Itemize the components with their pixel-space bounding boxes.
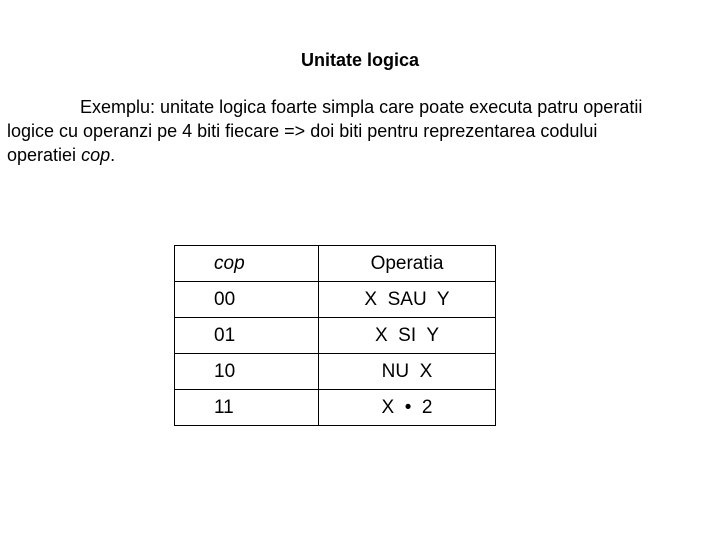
header-operatia: Operatia <box>319 246 496 282</box>
operation-cell: NU X <box>319 354 496 390</box>
paragraph-line-2: logice cu operanzi pe 4 biti fiecare => doi biti pentru reprezentarea codului <box>7 121 598 141</box>
operation-cell: X SAU Y <box>319 282 496 318</box>
operation-cell: X SI Y <box>319 318 496 354</box>
table-row <box>175 282 496 318</box>
operations-table <box>174 245 496 426</box>
paragraph-line-1: Exemplu: unitate logica foarte simpla care poate executa patru operatii <box>80 97 643 117</box>
table-row <box>175 390 496 426</box>
cop-cell: 00 <box>175 282 319 318</box>
cop-cell: 01 <box>175 318 319 354</box>
paragraph-line-3-prefix: operatiei <box>7 145 82 165</box>
table-row <box>175 318 496 354</box>
cop-cell: 11 <box>175 390 319 426</box>
header-cop: cop <box>175 246 319 282</box>
page-title: Unitate logica <box>300 50 420 70</box>
paragraph-line-3-suffix: . <box>110 145 116 165</box>
description-paragraph <box>7 95 712 167</box>
paragraph-line-3-italic: cop <box>81 145 111 165</box>
paragraph-line-3 <box>7 143 712 167</box>
operation-cell: X • 2 <box>319 390 496 426</box>
table-row <box>175 354 496 390</box>
cop-cell: 10 <box>175 354 319 390</box>
table-header-row <box>175 246 496 282</box>
